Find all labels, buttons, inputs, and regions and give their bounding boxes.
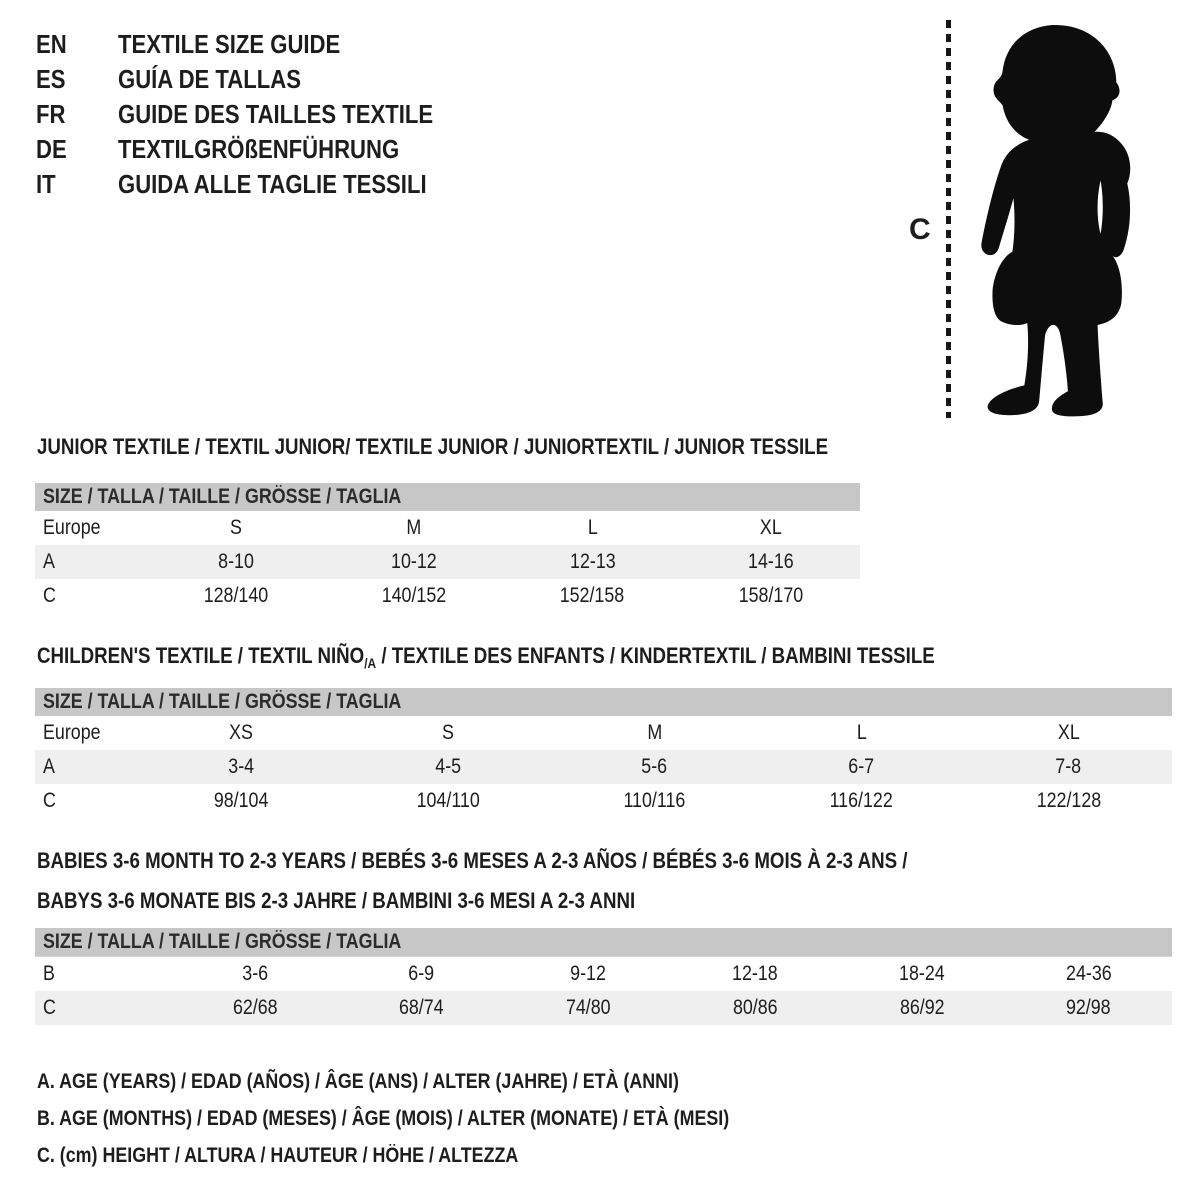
- value-cell: 92/98: [1066, 996, 1111, 1019]
- measure-label-c: C: [909, 213, 931, 246]
- value-cell: 140/152: [381, 584, 447, 607]
- language-code: FR: [36, 99, 66, 129]
- value-cell: 110/116: [623, 789, 686, 812]
- row-label: A: [43, 550, 55, 573]
- value-cell: 7-8: [1055, 755, 1082, 778]
- value-cell: 10-12: [391, 550, 437, 573]
- junior-section-title: JUNIOR TEXTILE / TEXTIL JUNIOR/ TEXTILE JUNIOR / JUNIORTEXTIL / JUNIOR TESSILE: [37, 434, 829, 459]
- row-label: C: [43, 789, 56, 812]
- table-row-age: [35, 750, 1172, 784]
- table-row-height: [35, 784, 1172, 818]
- row-label: Europe: [43, 721, 101, 744]
- table-row-height: [35, 991, 1172, 1025]
- value-cell: 24-36: [1065, 962, 1112, 985]
- size-header-bar: SIZE / TALLA / TAILLE / GRÖSSE / TAGLIA: [35, 928, 1172, 956]
- row-label: B: [43, 962, 55, 985]
- size-cell: M: [647, 721, 663, 744]
- size-cell: L: [587, 516, 598, 539]
- size-cell: S: [441, 721, 454, 744]
- language-code: EN: [36, 29, 67, 59]
- row-label: C: [43, 584, 56, 607]
- value-cell: 122/128: [1036, 789, 1101, 812]
- value-cell: 104/110: [416, 789, 480, 812]
- babies-section-title: BABIES 3-6 MONTH TO 2-3 YEARS / BEBÉS 3-6 MESES A 2-3 AÑOS / BÉBÉS 3-6 MOIS À 2-3 ANS / BABYS 3-6 MONATE BIS 2-3 JAHRE / BAMBINI 3-6 MESI A 2-3 ANNI: [37, 848, 908, 913]
- height-measure-figure: [905, 20, 1155, 422]
- table-row-sizes: [35, 716, 1172, 750]
- row-label: A: [43, 755, 55, 778]
- language-title: GUIDA ALLE TAGLIE TESSILI: [118, 169, 427, 199]
- value-cell: 6-7: [848, 755, 875, 778]
- table-row-age: [35, 545, 860, 579]
- value-cell: 12-18: [732, 962, 778, 985]
- value-cell: 98/104: [213, 789, 269, 812]
- size-header-bar: SIZE / TALLA / TAILLE / GRÖSSE / TAGLIA: [35, 688, 1172, 716]
- size-cell: M: [406, 516, 422, 539]
- size-cell: XL: [1057, 721, 1080, 744]
- children-section-title: CHILDREN'S TEXTILE / TEXTIL $NIÑO_{/A}$ / TEXTILE DES ENFANTS / KINDERTEXTIL / BAMBINI TESSILE: [37, 643, 935, 671]
- note-line-a: A. AGE (YEARS) / EDAD (AÑOS) / ÂGE (ANS) / ALTER (JAHRE) / ETÀ (ANNI): [37, 1069, 679, 1093]
- value-cell: 152/158: [560, 584, 625, 607]
- value-cell: 6-9: [408, 962, 435, 985]
- dashed-height-line: [946, 20, 951, 418]
- value-cell: 68/74: [399, 996, 444, 1019]
- size-cell: S: [229, 516, 242, 539]
- value-cell: 18-24: [898, 962, 945, 985]
- value-cell: 14-16: [747, 550, 794, 573]
- babies-size-table: [35, 928, 1172, 1025]
- value-cell: 12-13: [569, 550, 616, 573]
- size-cell: L: [856, 721, 867, 744]
- note-line-c: C. (cm) HEIGHT / ALTURA / HAUTEUR / HÖHE / ALTEZZA: [37, 1143, 519, 1167]
- language-title: TEXTILE SIZE GUIDE: [118, 29, 341, 59]
- value-cell: 80/86: [732, 996, 778, 1019]
- row-label: Europe: [43, 516, 101, 539]
- language-title: TEXTILGRÖßENFÜHRUNG: [118, 134, 400, 164]
- table-row-months: [35, 956, 1172, 991]
- size-cell: XS: [228, 721, 253, 744]
- language-row-en: [36, 27, 489, 62]
- language-row-de: [36, 132, 489, 167]
- value-cell: 8-10: [217, 550, 254, 573]
- value-cell: 116/122: [829, 789, 894, 812]
- value-cell: 4-5: [434, 755, 461, 778]
- value-cell: 128/140: [203, 584, 268, 607]
- toddler-silhouette: [965, 22, 1145, 418]
- value-cell: 3-4: [227, 755, 254, 778]
- language-code: ES: [36, 64, 66, 94]
- junior-size-table: [35, 483, 860, 613]
- title-subscript: /A: [364, 655, 377, 671]
- table-row-height: [35, 579, 860, 613]
- legend-notes: [37, 1063, 851, 1174]
- size-header-bar: SIZE / TALLA / TAILLE / GRÖSSE / TAGLIA: [35, 483, 860, 511]
- value-cell: 86/92: [899, 996, 945, 1019]
- language-row-it: [36, 167, 489, 202]
- value-cell: 5-6: [641, 755, 668, 778]
- row-label: C: [43, 996, 56, 1019]
- language-header-block: [36, 27, 489, 202]
- value-cell: 9-12: [570, 962, 607, 985]
- value-cell: 74/80: [565, 996, 611, 1019]
- language-code: DE: [36, 134, 67, 164]
- note-line-b: B. AGE (MONTHS) / EDAD (MESES) / ÂGE (MOIS) / ALTER (MONATE) / ETÀ (MESI): [37, 1106, 730, 1130]
- table-row-sizes: [35, 511, 860, 545]
- language-code: IT: [36, 169, 56, 199]
- value-cell: 62/68: [232, 996, 278, 1019]
- value-cell: 3-6: [241, 962, 268, 985]
- value-cell: 158/170: [738, 584, 804, 607]
- language-row-es: [36, 62, 489, 97]
- language-row-fr: [36, 97, 489, 132]
- size-cell: XL: [759, 516, 782, 539]
- language-title: GUIDE DES TAILLES TEXTILE: [118, 99, 434, 129]
- language-title: GUÍA DE TALLAS: [118, 64, 301, 94]
- children-size-table: [35, 688, 1172, 818]
